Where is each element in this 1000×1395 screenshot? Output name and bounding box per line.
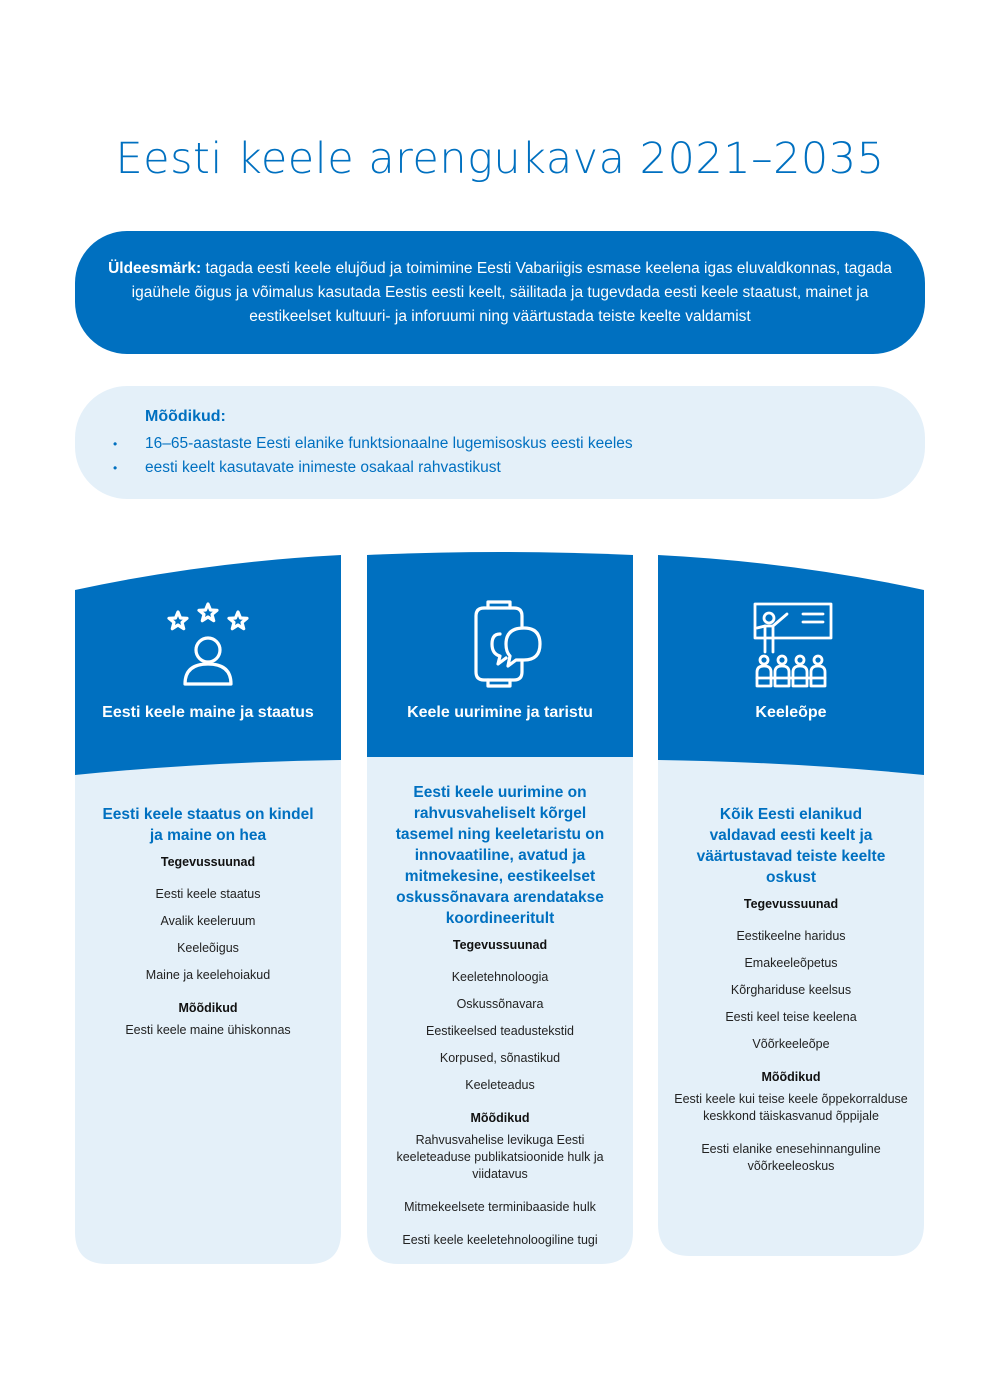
smartwatch-chat-icon xyxy=(450,598,550,690)
column-title: Eesti keele maine ja staatus xyxy=(102,704,314,721)
page-title: Eesti keele arengukava 2021–2035 xyxy=(115,134,885,184)
actions-heading: Tegevussuunad xyxy=(743,897,839,911)
action-item: Kõrghariduse keelsus xyxy=(730,983,852,997)
action-item: Keeleõigus xyxy=(177,941,239,955)
action-item: Avalik keeleruum xyxy=(160,914,256,928)
indicators-heading: Mõõdikud: xyxy=(145,408,226,425)
action-item: Maine ja keelehoiakud xyxy=(145,968,271,982)
people-stars-icon xyxy=(158,598,258,690)
action-item: Eesti keele staatus xyxy=(155,887,261,901)
action-item: Eestikeelne haridus xyxy=(736,929,846,943)
action-item: Emakeeleõpetus xyxy=(744,956,838,970)
indicator-text: 16–65-aastaste Eesti elanike funktsionaalne lugemisoskus eesti keeles xyxy=(145,435,633,452)
action-item: Eesti keel teise keelena xyxy=(725,1010,857,1024)
measures-heading: Mõõdikud xyxy=(178,1001,238,1015)
action-item: Eestikeelsed teadustekstid xyxy=(425,1024,574,1038)
action-item: Keeletehnoloogia xyxy=(451,970,549,984)
column-goal: Kõik Eesti elanikud valdavad eesti keelt ja väärtustavad teiste keelte oskust xyxy=(696,806,886,886)
indicator-text: eesti keelt kasutavate inimeste osakaal rahvastikust xyxy=(145,459,501,476)
measure-item: Eesti elanike enesehinnanguline võõrkeeleoskus xyxy=(701,1142,881,1173)
column-goal: Eesti keele staatus on kindel ja maine on hea xyxy=(102,806,314,844)
action-item: Korpused, sõnastikud xyxy=(439,1051,561,1065)
measure-item: Eesti keele keeletehnoloogiline tugi xyxy=(402,1233,598,1247)
measure-item: Eesti keele maine ühiskonnas xyxy=(125,1023,291,1037)
column-goal: Eesti keele uurimine on rahvusvaheliselt kõrgel tasemel ning keeletaristu on innovaatiline, avatud ja mitmekesine, eestikeelset oskussõnavara arendatakse koordineeritult xyxy=(395,784,605,927)
teacher-classroom-icon xyxy=(741,598,841,690)
measures-heading: Mõõdikud xyxy=(761,1070,821,1084)
action-item: Oskussõnavara xyxy=(456,997,544,1011)
column-title: Keele uurimine ja taristu xyxy=(407,704,593,721)
measure-item: Mitmekeelsete terminibaaside hulk xyxy=(404,1200,596,1214)
bullet-icon: • xyxy=(113,461,118,475)
measures-heading: Mõõdikud xyxy=(470,1111,530,1125)
action-item: Keeleteadus xyxy=(465,1078,535,1092)
overall-goal-body: tagada eesti keele elujõud ja toimimine Eesti Vabariigis esmase keelena igas eluvaldkonnas, tagada igaühele õigus ja võimalus kasutada Eestis eesti keelt, säilitada ja tugevdada eesti keele staatust, mainet ja eestikeelset kultuuri- ja inforuumi ning väärtustada teiste keelte valdamist xyxy=(131,259,892,325)
measure-item: Rahvusvahelise levikuga Eesti keeleteaduse publikatsioonide hulk ja viidatavus xyxy=(396,1133,604,1181)
action-item: Võõrkeeleõpe xyxy=(752,1037,830,1051)
measure-item: Eesti keele kui teise keele õppekorralduse keskkond täiskasvanud õppijale xyxy=(674,1092,908,1123)
column-body xyxy=(377,782,623,1265)
overall-goal-label: Üldeesmärk: xyxy=(108,259,202,277)
column-body xyxy=(85,804,331,1055)
column-body xyxy=(668,804,914,1191)
column-title: Keeleõpe xyxy=(755,704,827,721)
actions-heading: Tegevussuunad xyxy=(452,938,548,952)
actions-heading: Tegevussuunad xyxy=(160,855,256,869)
bullet-icon: • xyxy=(113,437,118,451)
